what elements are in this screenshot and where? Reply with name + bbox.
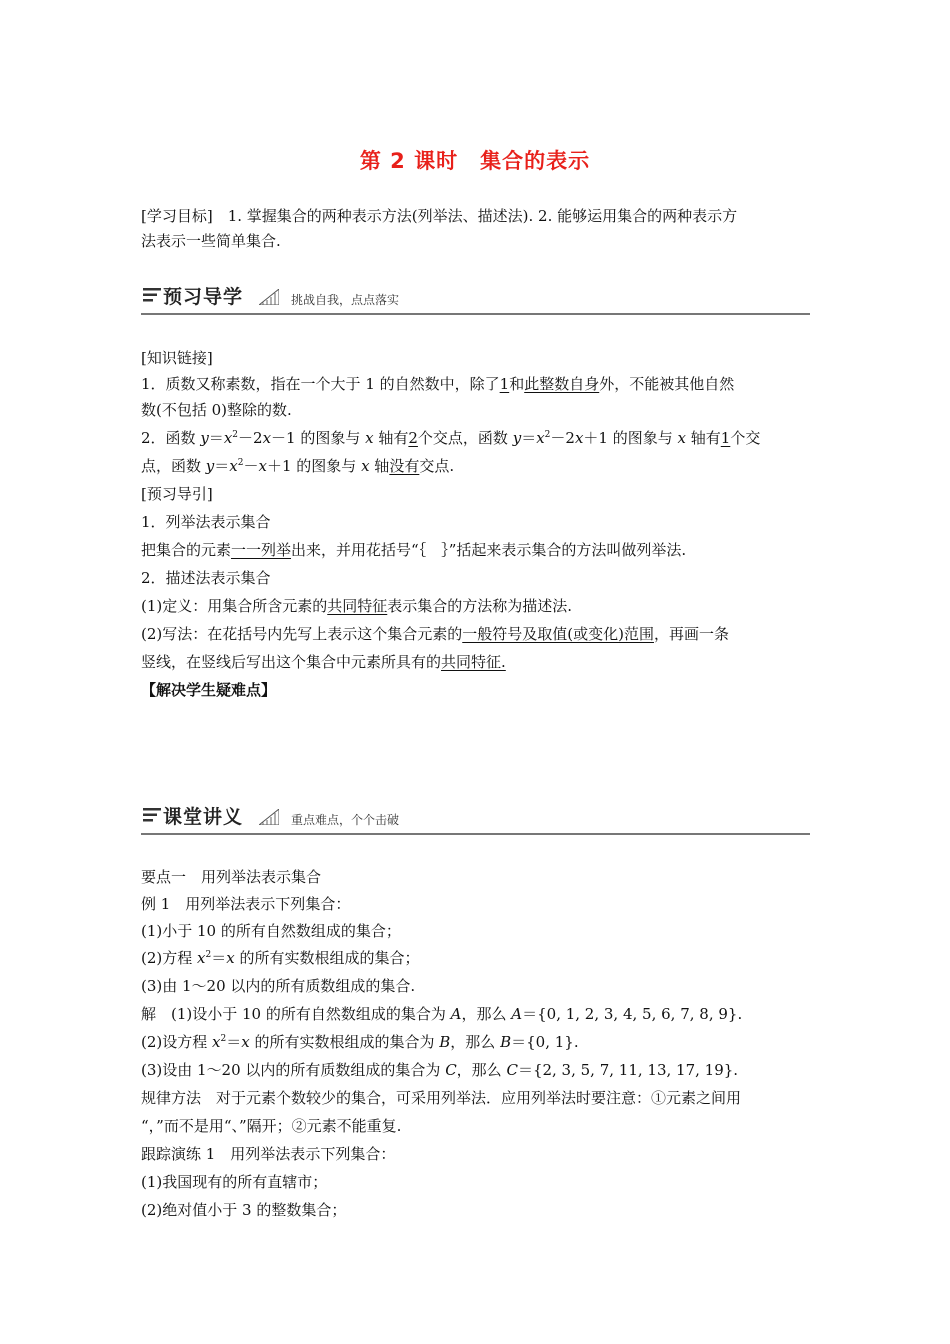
rule-method-line-2: “，”而不是用“、”隔开；②元素不能重复. <box>141 1117 402 1135</box>
section-heading: 课堂讲义 <box>163 806 244 828</box>
guide-heading-1: 1．列举法表示集合 <box>141 513 271 531</box>
guide-label: [预习导引] <box>141 485 213 503</box>
rule-method-line-1: 规律方法 对于元素个数较少的集合，可采用列举法．应用列举法时要注意：①元素之间用 <box>141 1089 742 1107</box>
section-header-preview <box>141 283 810 315</box>
triangle-hatch-icon <box>259 809 279 825</box>
guide-heading-2: 2．描述法表示集合 <box>141 569 271 587</box>
section-divider <box>141 313 810 315</box>
knowledge-item-1-cont: 数(不包括 0)整除的数. <box>141 401 292 419</box>
knowledge-item-2-cont: 点，函数 $y=x^2-x+1$ 的图象与 x 轴没有交点. <box>141 457 455 475</box>
tracking-exercise-1-part-2: (2)绝对值小于 3 的整数集合； <box>141 1201 347 1219</box>
section-subtitle: 挑战自我，点点落实 <box>291 293 400 307</box>
triangle-hatch-icon <box>259 289 279 305</box>
objective-line-2: 法表示一些简单集合. <box>141 232 281 250</box>
example-1-part-2: (2)方程 $x^2=x$ 的所有实数根组成的集合； <box>141 949 420 967</box>
title-topic: 集合的表示 <box>480 149 591 173</box>
guide-paragraph-1: 把集合的元素一一列举出来，并用花括号“｛ ｝”括起来表示集合的方法叫做列举法. <box>141 541 687 559</box>
knowledge-item-1: 1．质数又称素数，指在一个大于 1 的自然数中，除了1和此整数自身外，不能被其他自然 <box>141 375 735 393</box>
example-1-part-3: (3)由 1～20 以内的所有质数组成的集合. <box>141 977 416 995</box>
guide-paragraph-3: (2)写法：在花括号内先写上表示这个集合元素的一般符号及取值(或变化)范围，再画一条 <box>141 625 729 643</box>
tracking-exercise-1: 跟踪演练 1 用列举法表示下列集合： <box>141 1145 396 1163</box>
section-heading: 预习导学 <box>163 286 244 308</box>
stripes-icon <box>143 287 161 303</box>
knowledge-label: [知识链接] <box>141 349 213 367</box>
objective-line-1: [学习目标] 1. 掌握集合的两种表示方法(列举法、描述法). 2. 能够运用集合的两种表示方 <box>141 207 738 225</box>
title-lesson-number: 第 2 课时 <box>359 149 459 173</box>
knowledge-item-2: 2．函数 $y=x^2-2x-1$ 的图象与 x 轴有2个交点，函数 $y=x^2-2x+1$ 的图象与 x 轴有1个交 <box>141 429 761 447</box>
example-1: 例 1 用列举法表示下列集合： <box>141 895 351 913</box>
solution-3: (3)设由 1～20 以内的所有质数组成的集合为 C，那么 C＝{2, 3, 5, 7, 11, 13, 17, 19}. <box>141 1061 739 1079</box>
section-subtitle: 重点难点，个个击破 <box>291 813 400 827</box>
key-point-1: 要点一 用列举法表示集合 <box>141 868 322 886</box>
guide-paragraph-3-cont: 竖线，在竖线后写出这个集合中元素所具有的共同特征. <box>141 653 506 671</box>
section-header-lecture <box>141 803 810 835</box>
solution-1: 解 (1)设小于 10 的所有自然数组成的集合为 A，那么 A＝{0, 1, 2, 3, 4, 5, 6, 7, 8, 9}. <box>141 1005 743 1023</box>
stripes-icon <box>143 807 161 823</box>
page-title <box>0 145 950 175</box>
example-1-part-1: (1)小于 10 的所有自然数组成的集合； <box>141 922 401 940</box>
guide-paragraph-2: (1)定义：用集合所含元素的共同特征表示集合的方法称为描述法. <box>141 597 573 615</box>
difficulty-label: 【解决学生疑难点】 <box>141 681 277 699</box>
solution-2: (2)设方程 $x^2=x$ 的所有实数根组成的集合为 B，那么 B＝{0, 1}. <box>141 1033 579 1051</box>
tracking-exercise-1-part-1: (1)我国现有的所有直辖市； <box>141 1173 328 1191</box>
section-divider <box>141 833 810 835</box>
